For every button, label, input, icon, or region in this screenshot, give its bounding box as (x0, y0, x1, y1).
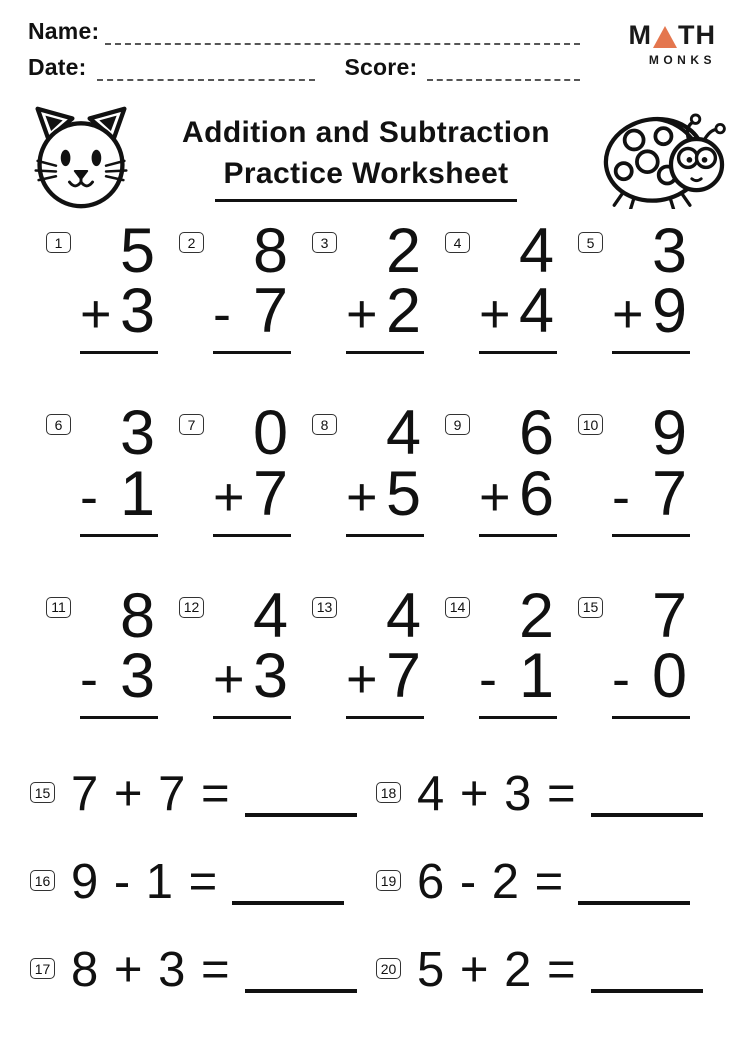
title-line2: Practice Worksheet (215, 153, 516, 202)
answer-line[interactable] (346, 716, 424, 719)
equation-text: 9 - 1 = (71, 854, 219, 909)
top-operand: 6 (518, 398, 554, 469)
vertical-problems-section (46, 216, 690, 771)
logo-subtitle: MONKS (648, 53, 716, 67)
answer-blank[interactable] (591, 813, 703, 817)
top-operand: 4 (252, 580, 288, 651)
score-input-line[interactable] (427, 55, 580, 81)
date-input-line[interactable] (97, 55, 315, 81)
answer-line[interactable] (213, 716, 291, 719)
title-band (28, 104, 726, 210)
operator: + (346, 466, 378, 527)
bottom-operand: 3 (119, 276, 155, 347)
problem-10 (578, 398, 690, 536)
top-operand: 0 (252, 398, 288, 469)
operator: + (346, 284, 378, 345)
top-operand: 7 (651, 580, 687, 651)
problem-h18 (376, 768, 722, 822)
answer-line[interactable] (346, 351, 424, 354)
worksheet-title (134, 112, 598, 203)
bottom-operand: 0 (651, 640, 687, 711)
bottom-operand: 2 (385, 276, 421, 347)
operator: + (479, 284, 511, 345)
problem-2 (179, 216, 291, 354)
bottom-operand: 7 (651, 458, 687, 529)
problem-11 (46, 580, 158, 719)
problem-number-badge: 4 (445, 232, 470, 253)
problem-8 (312, 398, 424, 536)
top-operand: 2 (385, 216, 421, 286)
top-operand: 8 (252, 216, 288, 286)
operator: - (479, 648, 497, 709)
top-operand: 4 (385, 580, 421, 651)
problem-number-badge: 15 (578, 597, 603, 618)
problem-7 (179, 398, 291, 536)
equation-text: 4 + 3 = (417, 767, 577, 821)
problem-4 (445, 216, 557, 354)
name-label: Name: (28, 18, 100, 44)
problem-number-badge: 1 (46, 232, 71, 253)
problem-14 (445, 580, 557, 719)
answer-line[interactable] (612, 716, 690, 719)
problem-number-badge: 2 (179, 232, 204, 253)
date-label: Date: (28, 54, 87, 80)
horizontal-problems-section (30, 768, 722, 1032)
answer-line[interactable] (80, 534, 158, 537)
bottom-operand: 7 (252, 458, 288, 529)
operator: + (479, 466, 511, 527)
operator: - (80, 466, 98, 527)
vertical-row-3 (46, 580, 690, 719)
logo-triangle-icon (653, 26, 677, 48)
answer-blank[interactable] (245, 813, 357, 817)
operator: - (80, 648, 98, 709)
bottom-operand: 7 (252, 276, 288, 347)
problem-number-badge: 9 (445, 414, 470, 435)
top-operand: 4 (385, 398, 421, 469)
top-operand: 2 (518, 580, 554, 651)
date-score-row (28, 54, 580, 81)
vertical-row-1 (46, 216, 690, 354)
problem-number-badge: 10 (578, 414, 603, 435)
score-label: Score: (344, 54, 418, 80)
problem-number-badge: 15 (30, 782, 55, 803)
top-operand: 3 (119, 398, 155, 469)
answer-line[interactable] (479, 716, 557, 719)
problem-number-badge: 14 (445, 597, 470, 618)
title-line1: Addition and Subtraction (182, 115, 550, 149)
bottom-operand: 6 (518, 458, 554, 529)
name-input-line[interactable] (105, 19, 580, 45)
bottom-operand: 9 (651, 276, 687, 347)
cat-icon (28, 104, 134, 210)
name-field-row (28, 18, 580, 45)
problem-number-badge: 6 (46, 414, 71, 435)
problem-number-badge: 16 (30, 870, 55, 891)
logo-wordmark (629, 22, 717, 49)
problem-number-badge: 11 (46, 597, 71, 618)
problem-number-badge: 19 (376, 870, 401, 891)
logo-letters-th: TH (678, 20, 716, 50)
problem-number-badge: 13 (312, 597, 337, 618)
header (28, 18, 580, 90)
operator: + (612, 284, 644, 345)
problem-number-badge: 8 (312, 414, 337, 435)
logo-letter-m: M (628, 20, 652, 50)
problem-number-badge: 7 (179, 414, 204, 435)
top-operand: 4 (518, 216, 554, 286)
answer-blank[interactable] (591, 989, 703, 993)
top-operand: 9 (651, 398, 687, 469)
answer-line[interactable] (80, 716, 158, 719)
problem-h19 (376, 856, 722, 910)
operator: + (213, 466, 245, 527)
answer-line[interactable] (80, 351, 158, 354)
operator: + (80, 284, 112, 345)
answer-blank[interactable] (245, 989, 357, 993)
problem-h16 (30, 856, 376, 910)
answer-line[interactable] (213, 351, 291, 354)
top-operand: 5 (119, 216, 155, 286)
problem-9 (445, 398, 557, 536)
horizontal-row-3 (30, 944, 722, 998)
operator: - (612, 466, 630, 527)
problem-number-badge: 12 (179, 597, 204, 618)
problem-number-badge: 17 (30, 958, 55, 979)
problem-number-badge: 18 (376, 782, 401, 803)
equation-text: 5 + 2 = (417, 942, 577, 997)
answer-line[interactable] (346, 534, 424, 537)
problem-1 (46, 216, 158, 354)
answer-line[interactable] (479, 534, 557, 537)
problem-6 (46, 398, 158, 536)
bottom-operand: 7 (385, 640, 421, 711)
bottom-operand: 4 (518, 276, 554, 347)
bottom-operand: 1 (518, 640, 554, 711)
math-monks-logo (629, 22, 717, 67)
horizontal-row-1 (30, 768, 722, 822)
equation-text: 6 - 2 = (417, 854, 565, 909)
bottom-operand: 3 (252, 640, 288, 711)
operator: - (612, 648, 630, 709)
vertical-row-2 (46, 398, 690, 536)
problem-number-badge: 20 (376, 958, 401, 979)
operator: + (213, 648, 245, 709)
answer-line[interactable] (213, 534, 291, 537)
operator: + (346, 648, 378, 709)
operator: - (213, 284, 231, 345)
bottom-operand: 3 (119, 640, 155, 711)
answer-line[interactable] (479, 351, 557, 354)
answer-blank[interactable] (578, 901, 690, 905)
problem-3 (312, 216, 424, 354)
bottom-operand: 1 (119, 458, 155, 529)
equation-text: 8 + 3 = (71, 942, 231, 997)
problem-15 (578, 580, 690, 719)
answer-line[interactable] (612, 534, 690, 537)
horizontal-row-2 (30, 856, 722, 910)
bottom-operand: 5 (385, 458, 421, 529)
ladybug-icon (598, 105, 726, 209)
top-operand: 3 (651, 216, 687, 286)
problem-h20 (376, 944, 722, 998)
answer-line[interactable] (612, 351, 690, 354)
equation-text: 7 + 7 = (71, 767, 231, 821)
answer-blank[interactable] (232, 901, 344, 905)
problem-number-badge: 3 (312, 232, 337, 253)
problem-h17 (30, 944, 376, 998)
top-operand: 8 (119, 580, 155, 651)
problem-13 (312, 580, 424, 719)
problem-12 (179, 580, 291, 719)
problem-number-badge: 5 (578, 232, 603, 253)
problem-5 (578, 216, 690, 354)
problem-h15 (30, 768, 376, 822)
